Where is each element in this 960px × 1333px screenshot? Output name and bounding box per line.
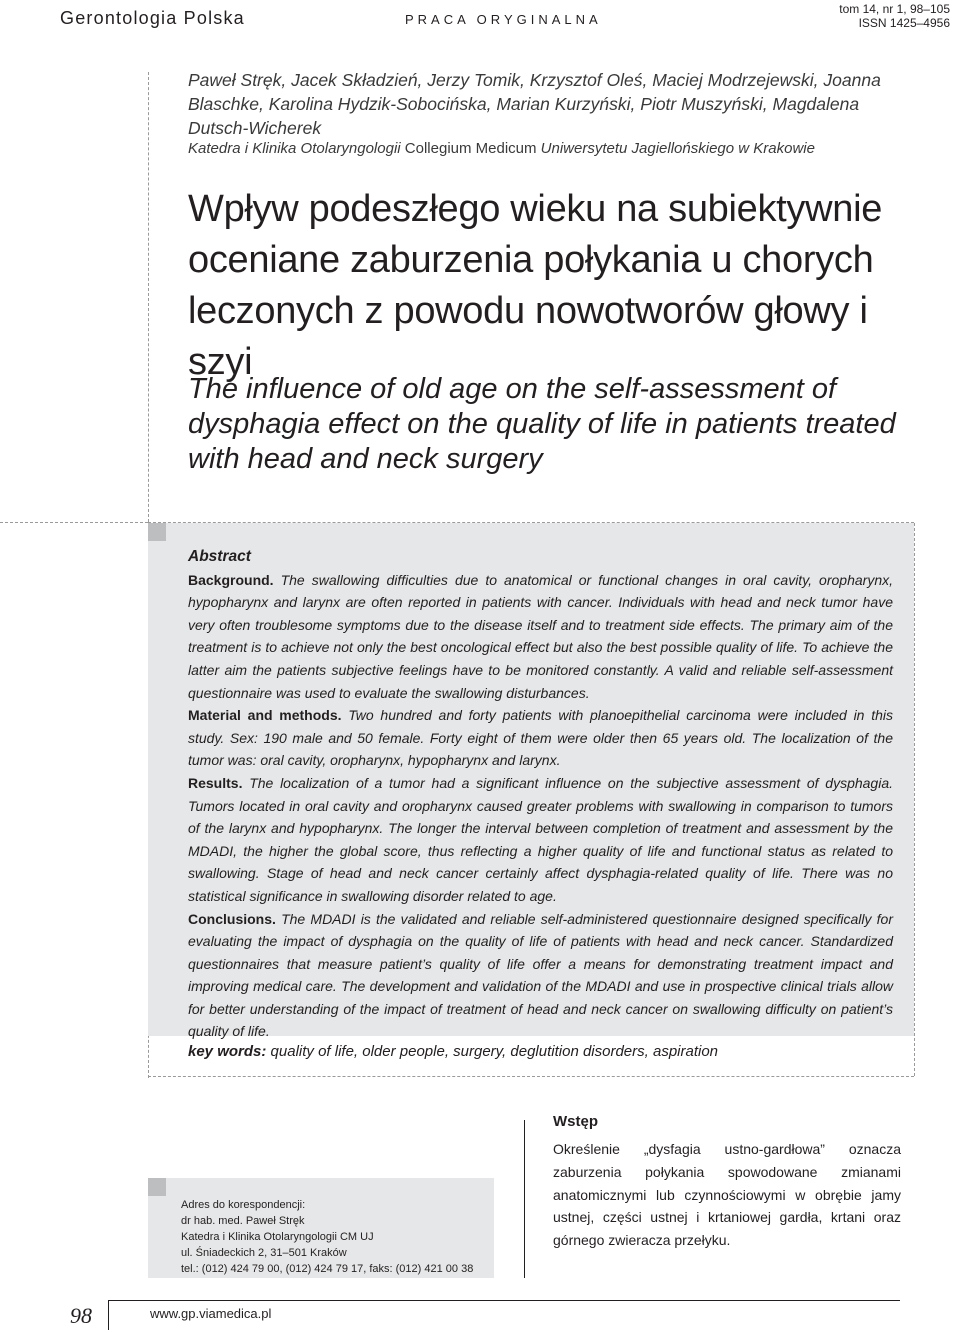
keywords-text: quality of life, older people, surgery, deglutition disorders, aspiration xyxy=(266,1043,719,1060)
volume-info: tom 14, nr 1, 98–105 xyxy=(839,2,950,16)
methods-text: Two hundred and forty patients with planoepithelial carcinoma were included in this study. Sex: 190 male and 50 female. Forty eight of them were older then 65 years old. The localization of the tumor was: oral cavity, oropharynx, hypopharynx and larynx. xyxy=(188,707,893,769)
affiliation-mid: Collegium Medicum xyxy=(400,140,541,157)
abstract-results xyxy=(188,772,893,908)
page-number: 98 xyxy=(70,1303,92,1328)
dashed-guide-abstract-bottom xyxy=(148,1076,914,1077)
dashed-guide-horizontal-left xyxy=(0,522,148,523)
footer-divider xyxy=(108,1300,109,1330)
conclusions-text: The MDADI is the validated and reliable self-administered questionnaire designed specifically for evaluating the impact of dysphagia on the quality of life of patients with head and neck cancer. Standardized questionnaires that measure patient’s quality of life offer a means for demonstrating treatment impact and improving medical care. The development and validation of the MDADI and use in prospective clinical trials allow for better understanding of the impact of treatment of head and neck cancer on swallowing difficulty on patient’s quality of life. xyxy=(188,910,893,1040)
abstract-marker xyxy=(148,523,166,541)
correspondence-heading: Adres do korespondencji: xyxy=(181,1199,306,1211)
results-text: The localization of a tumor had a significant influence on the subjective assessment of dysphagia. Tumors located in oral cavity and oropharynx caused greater problems with swallowing in comparison to tumors of the larynx and hypopharynx. The longer the interval between completion of treatment and assessment by the MDADI, the higher the global score, thus reflecting a higher quality of life and functional status as related to swallowing. Stage of head and neck cancer certainly affect dysphagia-related quality of life. There was no statistical significance in swallowing disorder related to age. xyxy=(188,774,893,904)
conclusions-label: Conclusions. xyxy=(188,910,276,927)
background-label: Background. xyxy=(188,571,274,588)
title-polish: Wpływ podeszłego wieku na subiektywnie oceniane zaburzenia połykania u chorych leczonych z powodu nowotworów głowy i szyi xyxy=(188,188,883,383)
issue-info xyxy=(839,2,950,30)
abstract-background xyxy=(188,569,893,705)
affiliation-prefix: Katedra i Klinika Otolaryngologii xyxy=(188,140,401,157)
correspondence-dept: Katedra i Klinika Otolaryngologii CM UJ xyxy=(181,1231,374,1243)
abstract xyxy=(188,546,893,1043)
background-text: The swallowing difficulties due to anatomical or functional changes in oral cavity, oropharynx, hypopharynx and larynx are often reported in patients with cancer. Individuals with head and neck tumor have very often troublesome symptoms due to the disease itself and to treatment side effects. The primary aim of the treatment is to achieve not only the best oncological effect but also the best possible quality of life. To achieve the latter aim the patients subjective feelings have to be monitored constantly. A valid and reliable self-assessment questionnaire was used to evaluate the swallowing disturbances. xyxy=(188,571,893,701)
abstract-methods xyxy=(188,704,893,772)
section-label: PRACA ORYGINALNA xyxy=(405,12,602,27)
abstract-heading: Abstract xyxy=(188,548,251,565)
correspondence-address: ul. Śniadeckich 2, 31–501 Kraków xyxy=(181,1247,347,1259)
correspondence-name: dr hab. med. Paweł Stręk xyxy=(181,1215,305,1227)
methods-label: Material and methods. xyxy=(188,707,342,724)
keywords-label: key words: xyxy=(188,1043,267,1060)
footer-rule xyxy=(108,1300,900,1301)
correspondence-phone: tel.: (012) 424 79 00, (012) 424 79 17, faks: (012) 421 00 38 xyxy=(181,1263,474,1275)
website-link[interactable]: www.gp.viamedica.pl xyxy=(150,1306,272,1321)
results-label: Results. xyxy=(188,774,243,791)
title-english: The influence of old age on the self-assessment of dysphagia effect on the quality of life in patients treated with head and neck surgery xyxy=(188,373,896,475)
abstract-conclusions xyxy=(188,908,893,1044)
dashed-guide-vertical-right xyxy=(914,523,915,1076)
intro-text: Określenie „dysfagia ustno-gardłowa” oznacza zaburzenia połykania spowodowane zmianami anatomicznymi lub czynnościowymi w obrębie jamy ustnej, części ustnej i krtaniowej gardła, krtani oraz górnego zwieracza przełyku. xyxy=(553,1141,901,1249)
dashed-guide-vertical-top xyxy=(148,72,149,522)
correspondence-marker xyxy=(148,1178,166,1196)
affiliation-suffix: Uniwersytetu Jagiellońskiego w Krakowie xyxy=(540,140,815,157)
journal-title: Gerontologia Polska xyxy=(60,8,245,28)
issn: ISSN 1425–4956 xyxy=(858,16,950,30)
column-divider xyxy=(524,1120,525,1278)
keywords xyxy=(188,1043,718,1060)
affiliation xyxy=(188,140,815,157)
intro-heading: Wstęp xyxy=(553,1113,598,1130)
correspondence xyxy=(181,1197,473,1277)
authors: Paweł Stręk, Jacek Składzień, Jerzy Tomik, Krzysztof Oleś, Maciej Modrzejewski, Joanna Blaschke, Karolina Hydzik-Sobocińska, Marian Kurzyński, Piotr Muszyński, Magdalena Dutsch-Wicherek xyxy=(188,70,881,138)
